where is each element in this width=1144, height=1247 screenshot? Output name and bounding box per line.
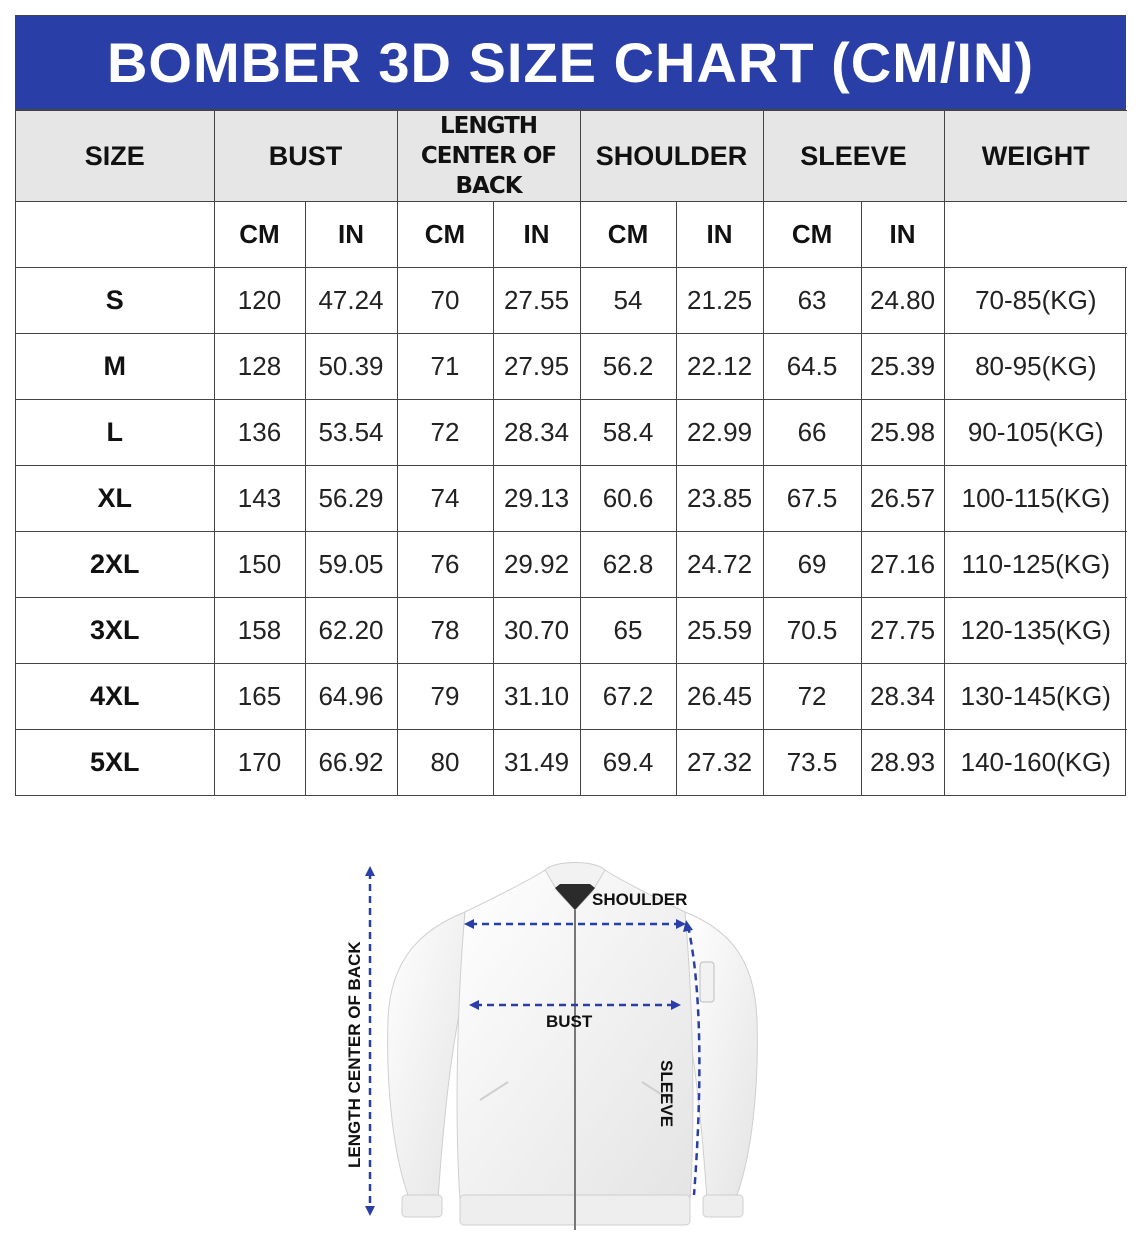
measurement-cell: 59.05 [305,532,397,598]
measurement-cell: 28.34 [493,400,580,466]
size-cell: S [16,268,214,334]
header-weight: WEIGHT [944,111,1127,202]
measurement-cell: 69 [763,532,861,598]
measurement-cell: 25.39 [861,334,944,400]
measurement-cell: 53.54 [305,400,397,466]
header-sleeve: SLEEVE [763,111,944,202]
measurement-cell: 69.4 [580,730,676,796]
header-bust: BUST [214,111,397,202]
unit-in: IN [861,202,944,268]
measurement-cell: 79 [397,664,493,730]
measurement-cell: 66.92 [305,730,397,796]
table-row [16,334,1127,400]
measurement-cell: 26.45 [676,664,763,730]
measurement-cell: 31.10 [493,664,580,730]
measurement-cell: 78 [397,598,493,664]
weight-cell: 140-160(KG) [944,730,1127,796]
measurement-cell: 31.49 [493,730,580,796]
bust-label: BUST [546,1012,593,1031]
measurement-cell: 27.95 [493,334,580,400]
measurement-cell: 72 [763,664,861,730]
measurement-cell: 65 [580,598,676,664]
unit-cm: CM [580,202,676,268]
measurement-cell: 67.5 [763,466,861,532]
size-cell: M [16,334,214,400]
size-chart [15,15,1126,796]
length-label: LENGTH CENTER OF BACK [345,941,364,1168]
measurement-cell: 60.6 [580,466,676,532]
measurement-cell: 136 [214,400,305,466]
measurement-cell: 47.24 [305,268,397,334]
measurement-cell: 165 [214,664,305,730]
measurement-cell: 30.70 [493,598,580,664]
table-row [16,466,1127,532]
unit-cm: CM [397,202,493,268]
measurement-cell: 71 [397,334,493,400]
unit-cm: CM [214,202,305,268]
measurement-cell: 120 [214,268,305,334]
sleeve-label: SLEEVE [657,1060,676,1128]
measurement-cell: 21.25 [676,268,763,334]
measurement-cell: 29.92 [493,532,580,598]
chart-title: BOMBER 3D SIZE CHART (CM/IN) [16,16,1125,110]
unit-blank [944,202,1127,268]
size-cell: L [16,400,214,466]
size-cell: 2XL [16,532,214,598]
measurement-cell: 128 [214,334,305,400]
measurement-cell: 158 [214,598,305,664]
table-row [16,664,1127,730]
header-length-line2: CENTER OF BACK [420,143,557,199]
measurement-cell: 62.8 [580,532,676,598]
measurement-cell: 22.12 [676,334,763,400]
measurement-cell: 24.72 [676,532,763,598]
measurement-cell: 76 [397,532,493,598]
size-rows [16,268,1127,796]
measurement-cell: 70.5 [763,598,861,664]
weight-cell: 80-95(KG) [944,334,1127,400]
measurement-cell: 64.96 [305,664,397,730]
measurement-cell: 170 [214,730,305,796]
weight-cell: 130-145(KG) [944,664,1127,730]
measurement-cell: 70 [397,268,493,334]
size-cell: 3XL [16,598,214,664]
header-length-line1: LENGTH [439,113,538,139]
measurement-cell: 80 [397,730,493,796]
size-cell: 4XL [16,664,214,730]
measurement-cell: 72 [397,400,493,466]
weight-cell: 90-105(KG) [944,400,1127,466]
measurement-cell: 24.80 [861,268,944,334]
measurement-cell: 150 [214,532,305,598]
measurement-cell: 23.85 [676,466,763,532]
size-cell: XL [16,466,214,532]
measurement-cell: 67.2 [580,664,676,730]
unit-in: IN [493,202,580,268]
measurement-cell: 25.98 [861,400,944,466]
weight-cell: 70-85(KG) [944,268,1127,334]
header-length [397,111,580,202]
measurement-cell: 63 [763,268,861,334]
unit-in: IN [676,202,763,268]
measurement-cell: 56.2 [580,334,676,400]
header-size: SIZE [16,111,214,202]
measurement-cell: 25.59 [676,598,763,664]
measurement-cell: 27.75 [861,598,944,664]
measurement-cell: 27.55 [493,268,580,334]
measurement-cell: 50.39 [305,334,397,400]
weight-cell: 110-125(KG) [944,532,1127,598]
measurement-cell: 74 [397,466,493,532]
measurement-cell: 58.4 [580,400,676,466]
measurement-cell: 28.34 [861,664,944,730]
size-cell: 5XL [16,730,214,796]
weight-cell: 100-115(KG) [944,466,1127,532]
header-shoulder: SHOULDER [580,111,763,202]
table-row [16,400,1127,466]
measurement-cell: 29.13 [493,466,580,532]
measurement-cell: 56.29 [305,466,397,532]
measurement-cell: 27.16 [861,532,944,598]
measurement-cell: 73.5 [763,730,861,796]
table-row [16,730,1127,796]
jacket-illustration [330,850,780,1242]
measurement-cell: 26.57 [861,466,944,532]
measurement-cell: 28.93 [861,730,944,796]
measurement-cell: 143 [214,466,305,532]
size-table [16,110,1127,795]
jacket-diagram [330,850,780,1242]
weight-cell: 120-135(KG) [944,598,1127,664]
length-arrow [365,866,375,1216]
shoulder-label: SHOULDER [592,890,688,909]
unit-in: IN [305,202,397,268]
measurement-cell: 22.99 [676,400,763,466]
table-row [16,598,1127,664]
table-row [16,532,1127,598]
unit-cm: CM [763,202,861,268]
measurement-cell: 66 [763,400,861,466]
unit-blank [16,202,214,268]
measurement-cell: 62.20 [305,598,397,664]
measurement-cell: 64.5 [763,334,861,400]
measurement-cell: 54 [580,268,676,334]
measurement-cell: 27.32 [676,730,763,796]
table-row [16,268,1127,334]
